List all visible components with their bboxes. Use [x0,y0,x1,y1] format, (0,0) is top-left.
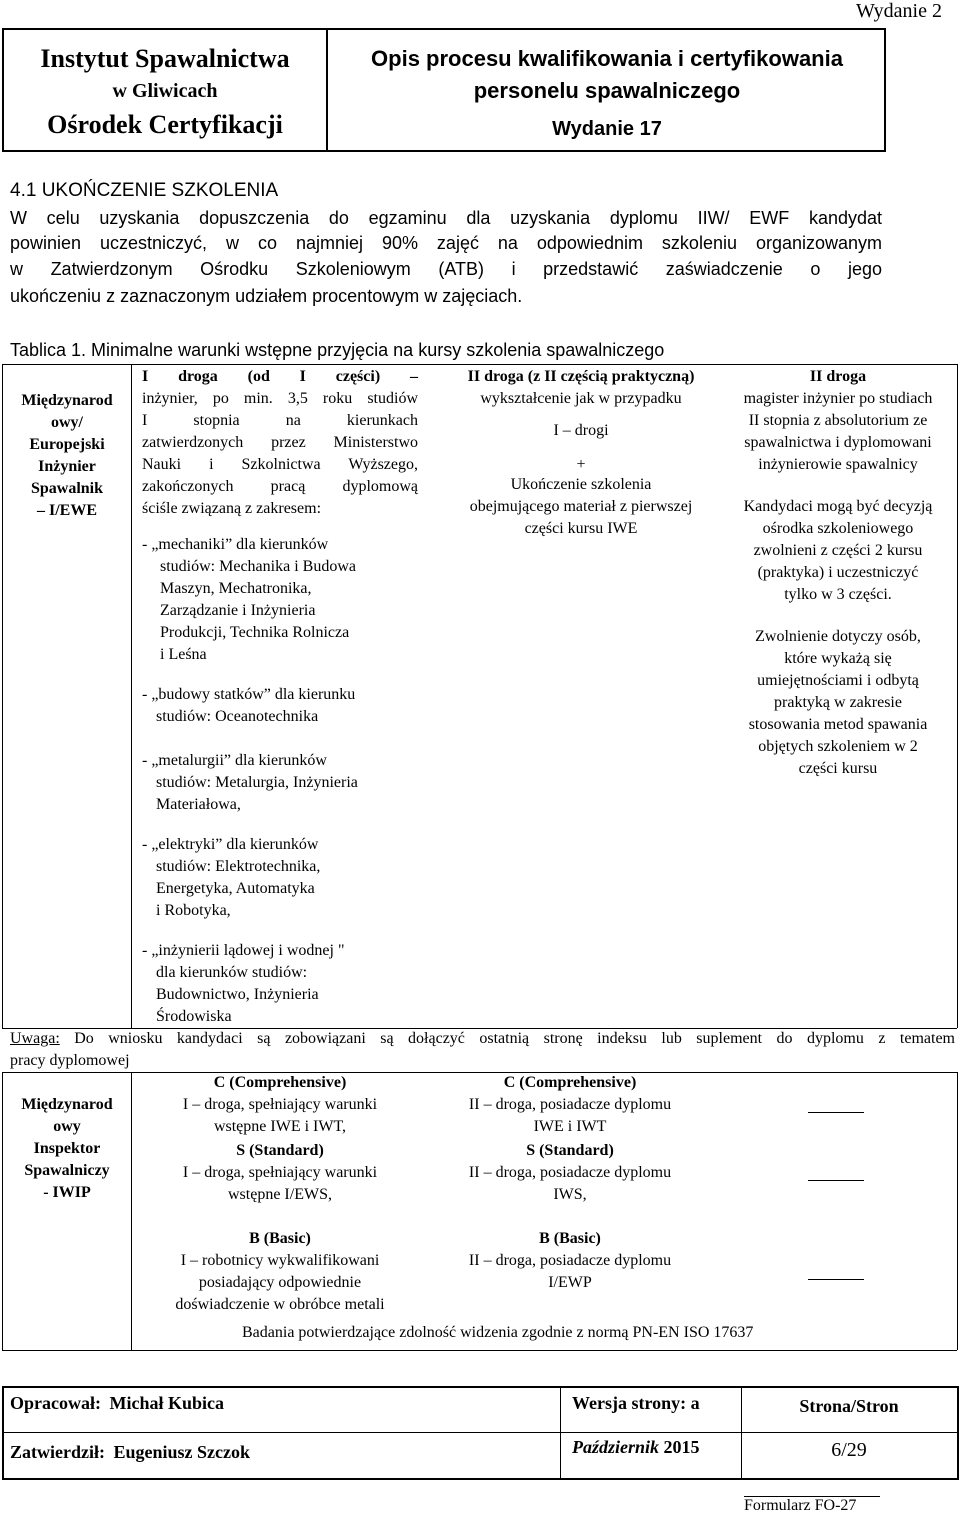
text-line: - „elektryki” dla kierunków [142,836,319,853]
vision-test-note: Badania potwierdzające zdolność widzenia zgodnie z normą PN-EN ISO 17637 [242,1324,754,1341]
text-line: studiów: Oceanotechnika [156,708,319,725]
document-edition: Wydanie 17 [552,118,662,140]
prepared-name: Michał Kubica [109,1393,224,1413]
text-line: studiów: Elektrotechnika, [156,858,321,875]
level-b-title: B (Basic) [539,1230,601,1247]
column-divider [131,364,132,1028]
text-line: dla kierunków studiów: [156,964,308,981]
text-line: części kursu [798,760,878,777]
text-line: Zarządzanie i Inżynieria [160,602,316,619]
text-line: zakończonych pracą dyplomową [142,478,418,495]
paragraph-line: w Zatwierdzonym Ośrodku Szkoleniowym (ATB) i przedstawić zaświadczenie o jego [10,259,882,279]
row-label-ewe [4,390,130,522]
not-applicable-dash [808,1279,864,1280]
table-border-right [957,364,958,1028]
text-line: - „metalurgii” dla kierunków [142,752,327,769]
note [10,1028,955,1072]
text-line: doświadczenie w obróbce metali [175,1296,385,1313]
text-line: inżynierowie spawalnicy [758,456,918,473]
row-label-line: Spawalnik [30,480,104,497]
study-field-item [142,834,422,922]
edition-label: Wydanie 2 [856,0,942,22]
footer-border-left [2,1386,4,1480]
level-b-route-one [140,1250,420,1316]
table-border-top [2,364,957,365]
row-label-line: owy/ [51,414,83,431]
route-two-header: II droga (z II częścią praktyczną) [467,368,695,385]
text-line: zatwierdzonych przez Ministerstwo [142,434,418,451]
table-border-bottom [2,1350,957,1351]
date-year: 2015 [663,1437,700,1457]
text-line: i Robotyka, [156,902,231,919]
note-text: Do wniosku kandydaci są zobowiązani są dołączyć ostatnią stronę indeksu lub suplement do dyplomu z tematem [59,1030,955,1047]
table-caption: Tablica 1. Minimalne warunki wstępne przyjęcia na kursy szkolenia spawalniczego [10,340,665,360]
study-field-item [142,534,422,666]
route-two-text: I – drogi [553,422,609,439]
text-line: inżynier, po min. 3,5 roku studiów [142,390,418,407]
certification-body: Ośrodek Certyfikacji [47,110,283,139]
footer-border-bottom [2,1478,958,1480]
text-line: ośrodka szkoleniowego [762,520,914,537]
text-line: Budownictwo, Inżynieria [156,986,319,1003]
level-c-title: C (Comprehensive) [503,1074,637,1091]
text-line: zwolnieni z części 2 kursu [753,542,923,559]
text-line: Kandydaci mogą być decyzją [743,498,933,515]
route-one-header: I droga (od I części) – [142,368,418,385]
table-border-left [2,1072,3,1350]
text-line: praktyką w zakresie [774,694,902,711]
row-label-line: – I/EWE [36,502,97,519]
text-line: które wykażą się [784,650,892,667]
not-applicable-dash [808,1180,864,1181]
study-field-item [142,750,422,816]
route-two-alt-block [720,626,956,780]
footer-border-right [957,1386,959,1480]
note-label: Uwaga: [10,1030,60,1047]
text-line: I – droga, spełniający warunki [182,1164,378,1181]
text-line: Zwolnienie dotyczy osób, [755,628,921,645]
text-line: magister inżynier po studiach [743,390,933,407]
text-line: - „inżynierii lądowej i wodnej " [142,942,345,959]
text-line: - „budowy statków” dla kierunku [142,686,356,703]
route-two-alt-header: II droga [809,368,867,385]
text-line: II – droga, posiadacze dyplomu [468,1164,672,1181]
row-label-line: Inżynier [38,458,96,475]
text-line: studiów: Mechanika i Budowa [160,558,356,575]
paragraph-line: ukończeniu z zaznaczonym udziałem procentowym w zajęciach. [10,286,523,306]
row-label-line: Spawalniczy [24,1162,110,1179]
text-line: wstępne I/EWS, [228,1186,332,1203]
footer-divider [2,1432,958,1433]
text-line: - „mechaniki” dla kierunków [142,536,329,553]
table-border-left [2,364,3,1028]
level-s-title: S (Standard) [526,1142,614,1159]
text-line: IWS, [553,1186,587,1203]
prepared-label: Opracował: [10,1393,101,1413]
page-count-label: Strona/Stron [799,1396,899,1416]
route-two-text: części kursu IWE [524,520,638,537]
text-line: (praktyka) i uczestniczyć [757,564,919,581]
form-code: Formularz FO-27 [744,1497,857,1514]
route-two-text: Ukończenie szkolenia [510,476,652,493]
text-line: I – robotnicy wykwalifikowani [180,1252,380,1269]
row-label-line: - IWIP [43,1184,91,1201]
text-line: II – droga, posiadacze dyplomu [468,1096,672,1113]
text-line: Materiałowa, [156,796,241,813]
row-label-line: Inspektor [33,1140,101,1157]
approval-date [572,1437,700,1458]
route-one-intro [142,388,418,520]
route-two-text: obejmującego materiał z pierwszej [469,498,693,515]
approved-label: Zatwierdził: [10,1442,105,1462]
approved-by [10,1442,250,1463]
column-divider [131,1072,132,1350]
institute-name: Instytut Spawalnictwa [40,44,290,73]
text-line: stosowania metod spawania [748,716,928,733]
text-line: posiadający odpowiednie [198,1274,362,1291]
footer-border-top [2,1386,958,1388]
document-title-line1: Opis procesu kwalifikowania i certyfikowania [371,46,843,71]
not-applicable-dash [808,1112,864,1113]
text-line: II stopnia z absolutorium ze [748,412,928,429]
text-line: Środowiska [156,1008,232,1025]
text-line: spawalnictwa i dyplomowani [744,434,932,451]
level-c-route-one [140,1094,420,1138]
footer-divider [560,1386,561,1480]
row-label-line: Europejski [29,436,105,453]
text-line: tylko w 3 części. [784,586,892,603]
text-line: Produkcji, Technika Rolnicza [160,624,350,641]
text-line: II – droga, posiadacze dyplomu [468,1252,672,1269]
study-field-item [142,940,422,1028]
text-line: i Leśna [160,646,207,663]
route-two-alt-block [720,388,956,476]
paragraph-line: W celu uzyskania dopuszczenia do egzaminu dla uzyskania dyplomu IIW/ EWF kandydat [10,208,882,228]
text-line: wstępne IWE i IWT, [213,1118,347,1135]
approved-name: Eugeniusz Szczok [113,1442,250,1462]
level-s-title: S (Standard) [236,1142,324,1159]
row-label-line: Międzynarod [21,392,113,409]
row-label-iwip [4,1094,130,1204]
text-line: objętych szkoleniem w 2 [758,738,918,755]
section-heading: 4.1 UKOŃCZENIE SZKOLENIA [10,180,279,201]
text-line: Nauki i Szkolnictwa Wyższego, [142,456,418,473]
text-line: I – droga, spełniający warunki [182,1096,378,1113]
prepared-by [10,1393,224,1414]
text-line: Energetyka, Automatyka [156,880,315,897]
level-c-route-two [430,1094,710,1138]
paragraph-line: powinien uczestniczyć, w co najmniej 90% zajęć na odpowiednim szkoleniu organizowanym [10,233,882,253]
level-b-title: B (Basic) [249,1230,311,1247]
text-line: umiejętnościami i odbytą [757,672,919,689]
institute-city: w Gliwicach [112,80,218,102]
text-line: Maszyn, Mechatronika, [160,580,312,597]
level-s-route-two [430,1162,710,1206]
document-title-line2: personelu spawalniczego [473,78,741,103]
text-line: studiów: Metalurgia, Inżynieria [156,774,358,791]
level-b-route-two [430,1250,710,1294]
text-line: IWE i IWT [533,1118,607,1135]
route-two-text: + [576,456,586,473]
level-c-title: C (Comprehensive) [213,1074,347,1091]
table-border-right [957,1072,958,1350]
page-version: Wersja strony: a [572,1393,700,1413]
page-number: 6/29 [831,1439,867,1461]
row-label-line: Międzynarod [21,1096,113,1113]
row-label-line: owy [53,1118,81,1135]
text-line: ściśle związaną z zakresem: [142,500,322,517]
note-text-line2: pracy dyplomowej [10,1052,130,1069]
date-month: Październik [572,1437,660,1457]
route-two-alt-block [720,496,956,606]
level-s-route-one [140,1162,420,1206]
route-two-text: wykształcenie jak w przypadku [480,390,682,407]
study-field-item [142,684,422,728]
text-line: I/EWP [548,1274,592,1291]
text-line: I stopnia na kierunkach [142,412,418,429]
